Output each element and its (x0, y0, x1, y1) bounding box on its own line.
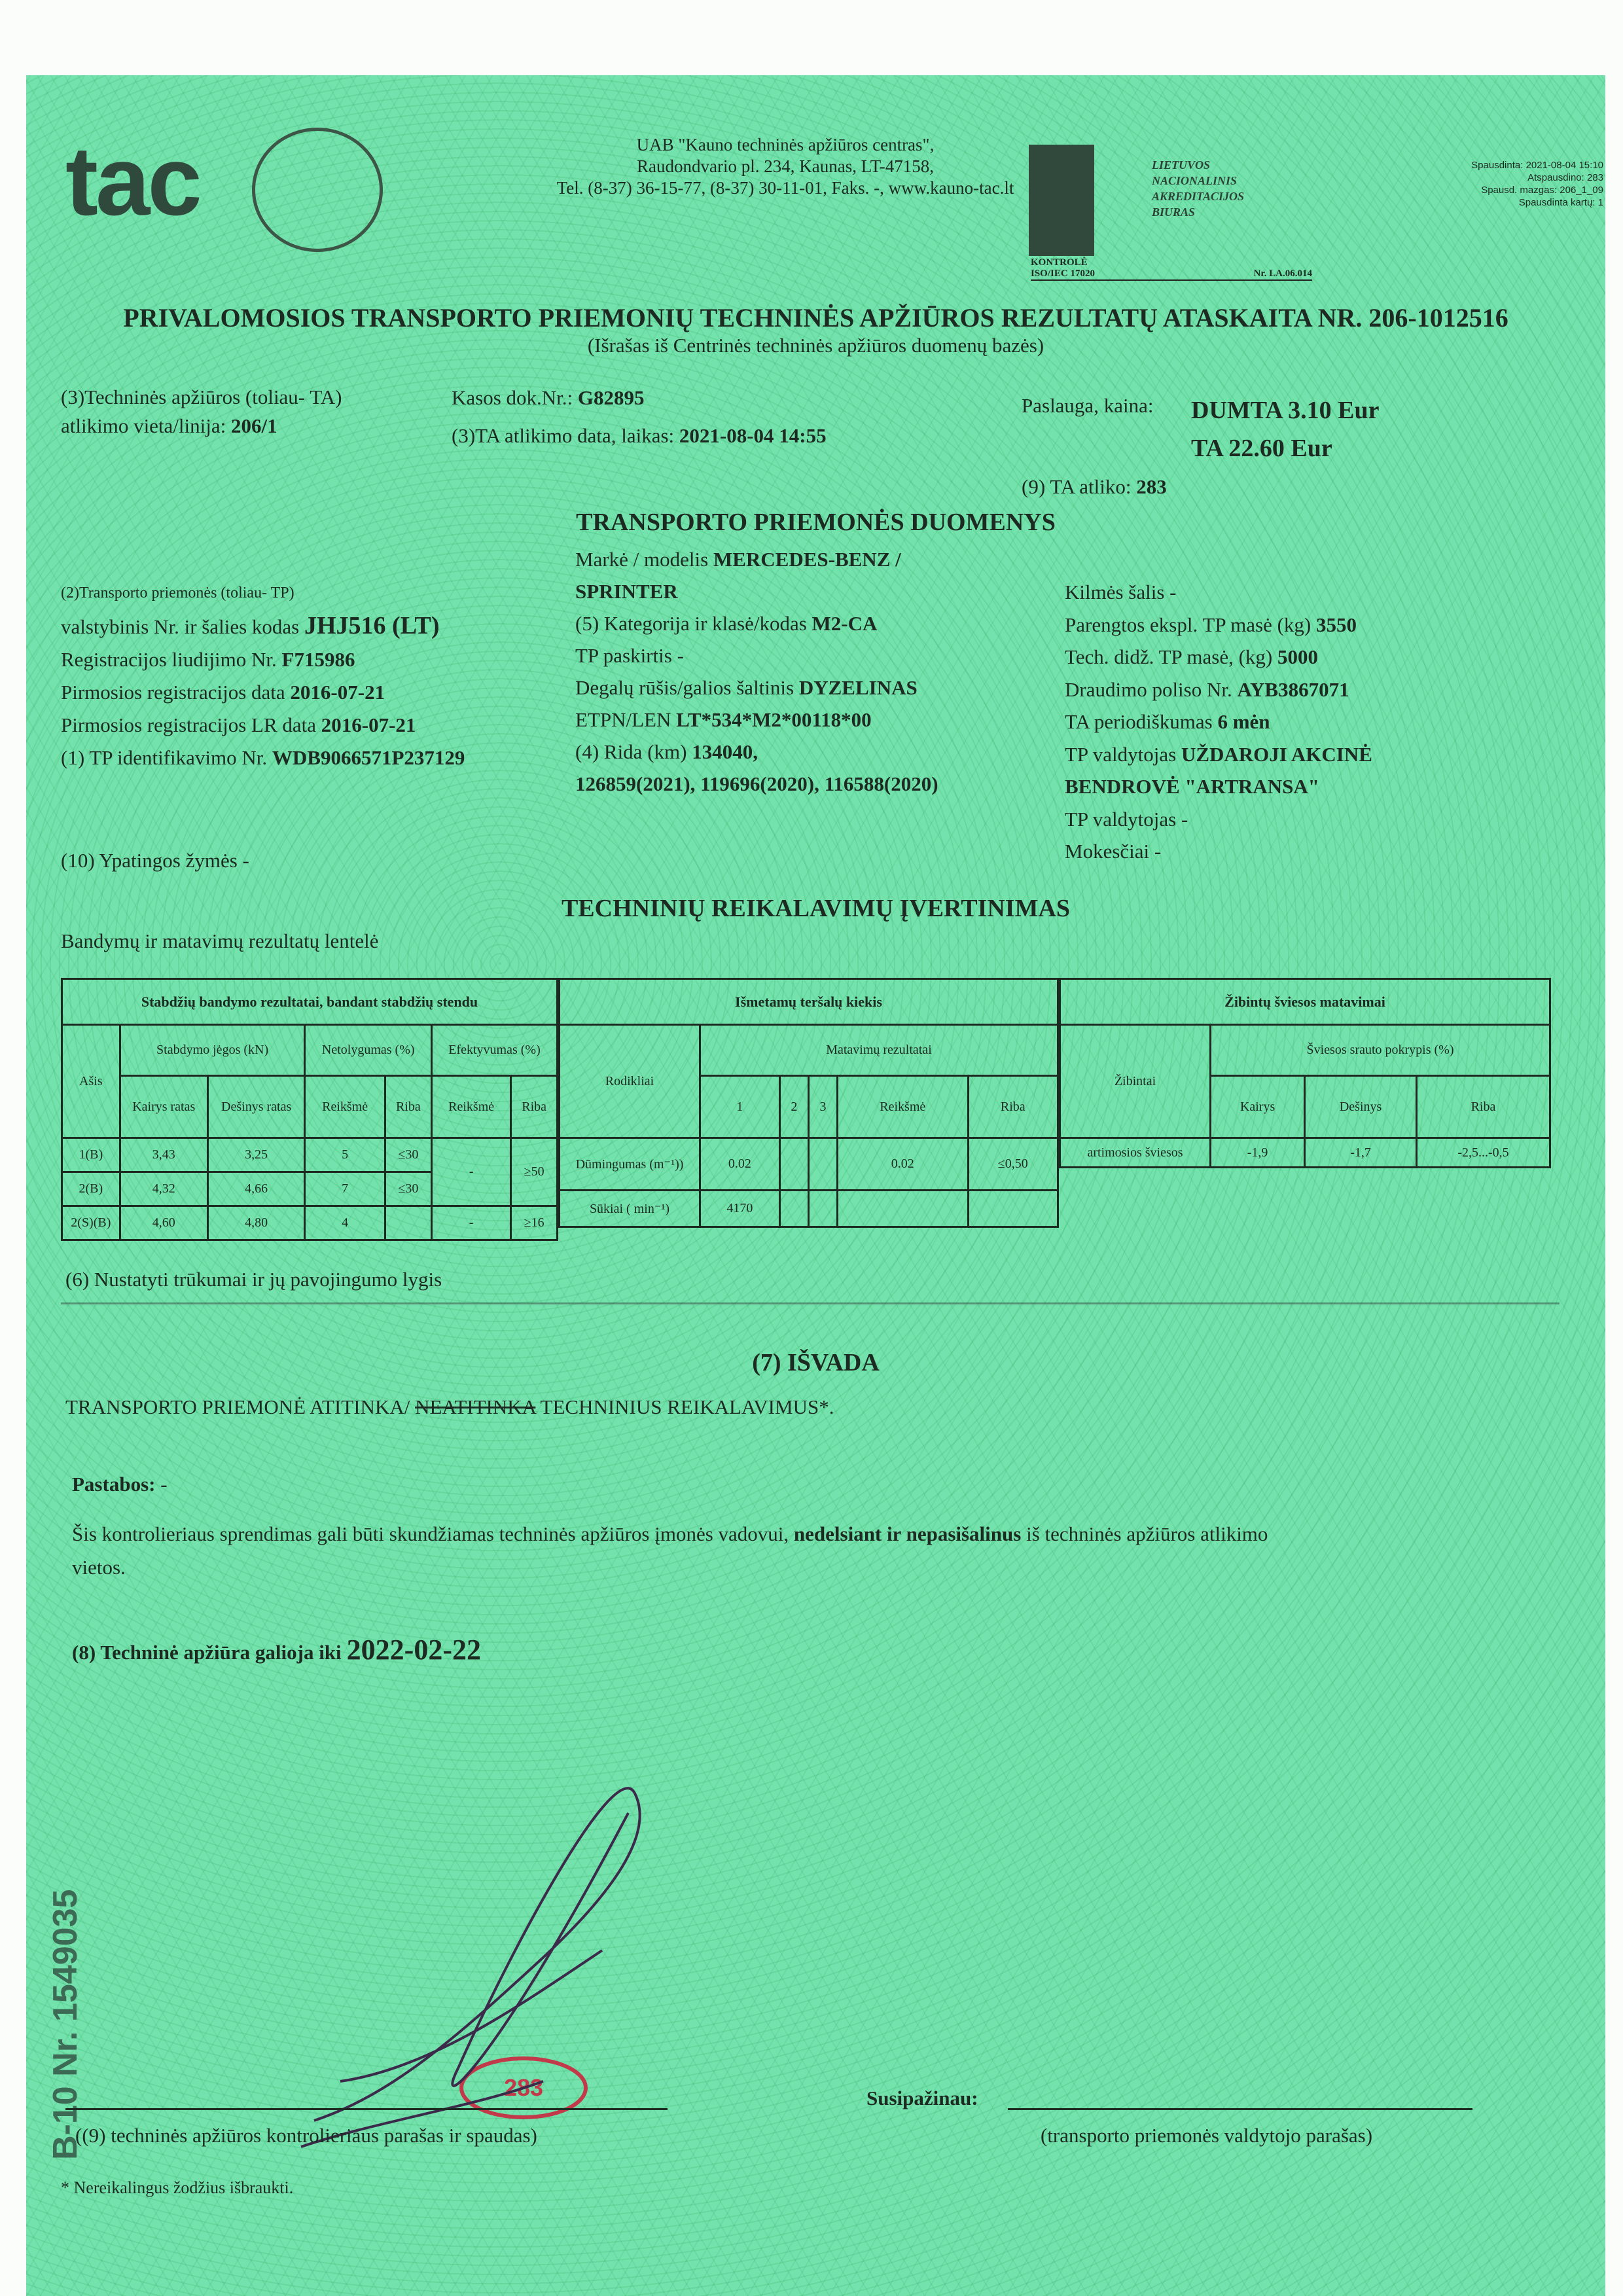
col-header: Dešinys (1305, 1076, 1417, 1138)
cell: -2,5...-0,5 (1416, 1138, 1550, 1168)
cell: Dūmingumas (m⁻¹)) (560, 1138, 700, 1191)
cell: - (431, 1138, 510, 1206)
cell: Sūkiai ( min⁻¹) (560, 1191, 700, 1227)
cell: ≥50 (511, 1138, 558, 1206)
cell: 1(B) (62, 1138, 120, 1172)
company-info (517, 134, 1054, 199)
cell: -1,7 (1305, 1138, 1417, 1168)
company-name: UAB "Kauno techninės apžiūros centras", (636, 135, 935, 154)
acc-line: BIURAS (1152, 206, 1196, 219)
cell (779, 1138, 808, 1191)
cell (808, 1138, 837, 1191)
table-caption: Bandymų ir matavimų rezultatų lentelė (61, 929, 379, 952)
vehicle-field (575, 768, 938, 800)
cell (968, 1191, 1058, 1227)
text: TRANSPORTO PRIEMONĖ ATITINKA/ (65, 1395, 416, 1418)
emission-title: Išmetamų teršalų kiekis (560, 979, 1058, 1025)
kontrole: KONTROLĖ (1031, 257, 1088, 268)
vehicle-field (575, 575, 938, 607)
field-label: Markė / modelis (575, 548, 709, 571)
vehicle-field (575, 672, 938, 704)
label: (9) TA atliko: (1022, 475, 1132, 498)
value: 206/1 (231, 414, 277, 437)
vehicle-field (1065, 803, 1372, 836)
cell: ≤30 (385, 1172, 431, 1206)
label: Kasos dok.Nr.: (452, 386, 573, 409)
brake-title: Stabdžių bandymo rezultatai, bandant stabdžių stendu (62, 979, 558, 1025)
print-info-line: Spausdinta kartų: 1 (1518, 197, 1603, 208)
vehicle-field (61, 676, 465, 709)
iso: ISO/IEC 17020 (1031, 268, 1095, 279)
notes (72, 1473, 168, 1496)
field-label: valstybinis Nr. ir šalies kodas (61, 615, 300, 638)
acc-line: AKREDITACIJOS (1152, 190, 1245, 203)
field-label: Kilmės šalis - (1065, 581, 1177, 603)
cell: 0.02 (700, 1138, 780, 1191)
footnote: * Nereikalingus žodžius išbraukti. (61, 2178, 294, 2197)
vehicle-field (1065, 576, 1372, 609)
field-value: WDB9066571P237129 (272, 746, 465, 769)
divider (61, 1302, 1560, 1304)
company-address: Raudondvario pl. 234, Kaunas, LT-47158, (637, 156, 934, 176)
label: atlikimo vieta/linija: (61, 414, 226, 437)
vehicle-field (1065, 706, 1372, 738)
col-header: 2 (779, 1076, 808, 1138)
cell: 4,66 (207, 1172, 305, 1206)
field-label: Pirmosios registracijos data (61, 681, 285, 704)
acc-line: LIETUVOS (1152, 158, 1211, 171)
text: TECHNINIUS REIKALAVIMUS*. (535, 1395, 834, 1418)
vehicle-field (575, 543, 938, 575)
vehicle-field (61, 709, 465, 742)
struck-text: NEATITINKA (415, 1395, 536, 1418)
vehicle-field (61, 742, 465, 774)
field-value: SPRINTER (575, 580, 678, 603)
field-label: Tech. didž. TP masė, (kg) (1065, 645, 1273, 668)
cell: ≥16 (511, 1206, 558, 1240)
value: G82895 (577, 386, 645, 409)
field-value: 2016-07-21 (321, 713, 416, 736)
col-header: 1 (700, 1076, 780, 1138)
col-header: 3 (808, 1076, 837, 1138)
logo-circle-icon (252, 128, 383, 252)
field-label: TP paskirtis - (575, 644, 684, 667)
vehicle-middle-column (575, 543, 938, 800)
field-value: F715986 (281, 648, 355, 671)
field-value: M2-CA (812, 612, 878, 635)
lamps-header: Žibintai (1060, 1025, 1211, 1138)
cell: 4170 (700, 1191, 780, 1227)
vehicle-field (1065, 770, 1372, 803)
cell: 7 (305, 1172, 385, 1206)
tech-heading: TECHNINIŲ REIKALAVIMŲ ĮVERTINIMAS (561, 895, 1071, 922)
value: 2021-08-04 14:55 (679, 424, 827, 447)
field-value: 6 mėn (1217, 710, 1270, 733)
defects: (6) Nustatyti trūkumai ir jų pavojingumo lygis (65, 1268, 442, 1291)
col-header: Riba (511, 1076, 558, 1138)
vehicle-left-column (61, 575, 465, 774)
cell (808, 1191, 837, 1227)
field-label: TA periodiškumas (1065, 710, 1213, 733)
cash-doc (452, 386, 645, 410)
field-value: MERCEDES-BENZ / (713, 548, 901, 571)
serial-number: B-10 Nr. 1549035 (46, 1889, 84, 2160)
force-header: Stabdymo jėgos (kN) (120, 1025, 305, 1076)
report-title: PRIVALOMOSIOS TRANSPORTO PRIEMONIŲ TECHNINĖS APŽIŪROS REZULTATŲ ATASKAITA NR. 206-1012516 (123, 303, 1508, 332)
text: vietos. (72, 1556, 126, 1579)
vehicle-field (1065, 609, 1372, 641)
field-value: 3550 (1316, 613, 1357, 636)
inspection-date (452, 424, 827, 448)
field-label: (5) Kategorija ir klasė/kodas (575, 612, 807, 635)
label: Pastabos: (72, 1473, 156, 1496)
price: TA 22.60 Eur (1191, 435, 1332, 462)
field-value: AYB3867071 (1237, 677, 1349, 701)
field-label: ETPN/LEN (575, 708, 671, 731)
accreditation-text (1152, 157, 1244, 220)
print-info (1471, 159, 1603, 209)
cell: ≤30 (385, 1138, 431, 1172)
value: - (160, 1473, 168, 1496)
cell: ≤0,50 (968, 1138, 1058, 1191)
vehicle-heading: TRANSPORTO PRIEMONĖS DUOMENYS (576, 509, 1056, 536)
cell (385, 1206, 431, 1240)
label: (3)Techninės apžiūros (toliau- TA) (61, 386, 342, 408)
field-value: JHJ516 (LT) (304, 612, 440, 639)
field-label: (1) TP identifikavimo Nr. (61, 746, 268, 769)
cell: 3,43 (120, 1138, 207, 1172)
uneven-header: Netolygumas (%) (305, 1025, 431, 1076)
text: Šis kontrolieriaus sprendimas gali būti skundžiamas techninės apžiūros įmonės vadovui, (72, 1522, 794, 1545)
col-header: Kairys (1211, 1076, 1305, 1138)
vehicle-field (61, 575, 465, 609)
cell: artimosios šviesos (1060, 1138, 1211, 1168)
vehicle-field (575, 607, 938, 639)
vehicle-field (575, 736, 938, 768)
field-label: Registracijos liudijimo Nr. (61, 648, 277, 671)
inspector-signature-line (65, 2108, 668, 2110)
vehicle-field (61, 643, 465, 676)
field-label: Degalų rūšis/galios šaltinis (575, 676, 794, 699)
ack-label: Susipažinau: (866, 2087, 978, 2109)
indicators-header: Rodikliai (560, 1025, 700, 1138)
field-label: TP valdytojas (1065, 742, 1177, 766)
cell: 4 (305, 1206, 385, 1240)
validity (72, 1633, 481, 1666)
tilt-header: Šviesos srauto pokrypis (%) (1211, 1025, 1550, 1076)
signature-icon (301, 1788, 640, 2147)
vehicle-field (1065, 835, 1372, 868)
field-label: Mokesčiai - (1065, 840, 1162, 863)
field-value: 5000 (1277, 645, 1318, 668)
col-header: Kairys ratas (120, 1076, 207, 1138)
vehicle-right-column (1065, 576, 1372, 868)
field-label: (2)Transporto priemonės (toliau- TP) (61, 584, 294, 601)
accreditation-control (1031, 257, 1312, 281)
cell: 4,32 (120, 1172, 207, 1206)
special-marks: (10) Ypatingos žymės - (61, 849, 249, 872)
field-label: Parengtos ekspl. TP masė (kg) (1065, 613, 1311, 636)
print-info-line: Spausdinta: 2021-08-04 15:10 (1471, 160, 1603, 171)
results-header: Matavimų rezultatai (700, 1025, 1058, 1076)
acc-line: NACIONALINIS (1152, 174, 1238, 187)
field-value: LT*534*M2*00118*00 (676, 708, 872, 731)
stamp-number: 283 (503, 2074, 544, 2101)
inspection-place (61, 383, 342, 440)
vehicle-field (1065, 673, 1372, 706)
vehicle-field (575, 639, 938, 672)
field-value: DYZELINAS (798, 676, 918, 699)
cell: -1,9 (1211, 1138, 1305, 1168)
cell (779, 1191, 808, 1227)
field-label: Pirmosios registracijos LR data (61, 713, 317, 736)
cell: - (431, 1206, 510, 1240)
report-subtitle: (Išrašas iš Centrinės techninės apžiūros duomenų bazės) (587, 334, 1044, 357)
vehicle-field (575, 704, 938, 736)
emission-table (558, 978, 1059, 1228)
col-header: Riba (968, 1076, 1058, 1138)
vehicle-field (61, 609, 465, 643)
label: (3)TA atlikimo data, laikas: (452, 424, 675, 447)
eff-header: Efektyvumas (%) (431, 1025, 557, 1076)
owner-signature-line (1008, 2108, 1472, 2110)
inspector (1022, 475, 1167, 499)
tac-logo: tac (65, 126, 200, 236)
field-label: (4) Rida (km) (575, 740, 687, 763)
print-info-line: Spausd. mazgas: 206_1_09 (1481, 185, 1603, 196)
company-contacts: Tel. (8-37) 36-15-77, (8-37) 30-11-01, Faks. -, www.kauno-tac.lt (556, 178, 1014, 198)
field-value: BENDROVĖ "ARTRANSA" (1065, 775, 1320, 798)
cell: 4,80 (207, 1206, 305, 1240)
acc-nr: Nr. LA.06.014 (1253, 268, 1312, 279)
axis-header: Ašis (62, 1025, 120, 1138)
cell: 2(S)(B) (62, 1206, 120, 1240)
col-header: Reikšmė (837, 1076, 968, 1138)
service-label: Paslauga, kaina: (1022, 394, 1154, 417)
price: DUMTA 3.10 Eur (1191, 397, 1380, 424)
owner-signature-caption: (transporto priemonės valdytojo parašas) (1041, 2124, 1373, 2147)
col-header: Riba (385, 1076, 431, 1138)
field-label: Draudimo poliso Nr. (1065, 677, 1232, 701)
label: (8) Techninė apžiūra galioja iki (72, 1641, 342, 1664)
cell: 4,60 (120, 1206, 207, 1240)
service-prices (1191, 391, 1379, 467)
field-value: 134040, (692, 740, 758, 763)
accreditation-logo-icon (1029, 145, 1094, 256)
print-info-line: Atspausdino: 283 (1527, 172, 1603, 183)
field-label: TP valdytojas - (1065, 807, 1188, 831)
vehicle-field (1065, 738, 1372, 771)
vehicle-field (1065, 641, 1372, 673)
col-header: Reikšmė (305, 1076, 385, 1138)
value: 283 (1136, 475, 1167, 498)
cell (837, 1191, 968, 1227)
inspector-signature-caption: ((9) techninės apžiūros kontrolieriaus parašas ir spaudas) (75, 2124, 537, 2147)
signature-and-stamp (262, 1754, 851, 2160)
validity-date: 2022-02-22 (346, 1634, 481, 1666)
col-header: Dešinys ratas (207, 1076, 305, 1138)
col-header: Riba (1416, 1076, 1550, 1138)
col-header: Reikšmė (431, 1076, 510, 1138)
text: iš techninės apžiūros atlikimo (1021, 1522, 1268, 1545)
lights-title: Žibintų šviesos matavimai (1060, 979, 1550, 1025)
cell: 0.02 (837, 1138, 968, 1191)
cell: 5 (305, 1138, 385, 1172)
text: nedelsiant ir nepasišalinus (793, 1522, 1022, 1545)
cell: 2(B) (62, 1172, 120, 1206)
field-value: 2016-07-21 (290, 681, 385, 704)
appeal-text (72, 1517, 1268, 1584)
lights-table (1059, 978, 1551, 1168)
field-value: UŽDAROJI AKCINĖ (1181, 742, 1372, 766)
cell: 3,25 (207, 1138, 305, 1172)
conclusion-heading: (7) IŠVADA (752, 1349, 880, 1376)
field-value: 126859(2021), 119696(2020), 116588(2020) (575, 772, 938, 795)
conclusion-text (65, 1395, 834, 1419)
brake-table (61, 978, 558, 1241)
